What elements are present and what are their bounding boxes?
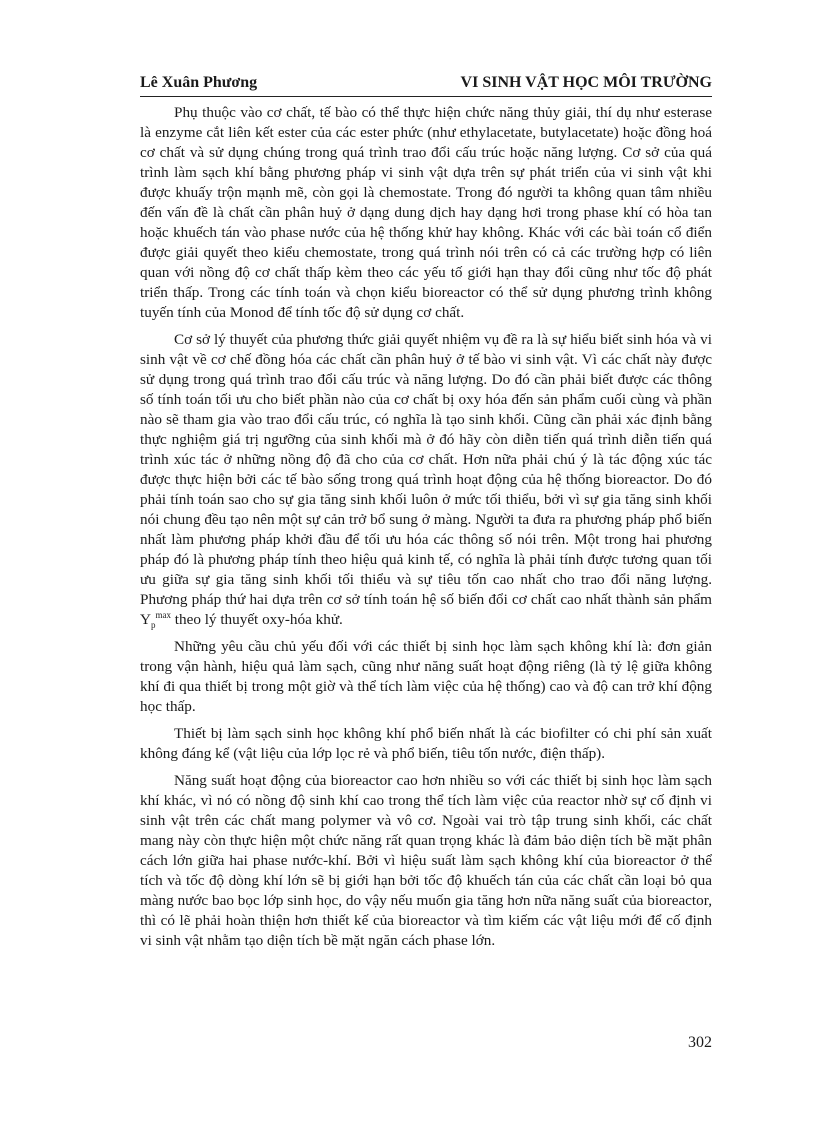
header-author: Lê Xuân Phương (140, 74, 258, 91)
paragraph-2-text: Cơ sở lý thuyết của phương thức giải quyết nhiệm vụ đề ra là sự hiểu biết sinh hóa và vi sinh vật về cơ chế đồng hóa các chất cần phân huỷ ở tế bào vi sinh vật. Vì các chất này được sử dụng trong quá trình trao đổi cấu trúc và năng lượng. Do đó cần phải biết được các thông số tính toán tối ưu cho biết phần nào của cơ chất bị oxy hóa đến sản phẩm cuối cùng và phần nào sẽ tham gia vào trao đổi cấu trúc, có nghĩa là tạo sinh khối. Cũng cần phải xác định bằng thực nghiệm giá trị ngưỡng của sinh khối mà ở đó hãy còn diễn tiến quá trình diễn tiến quá trình xúc tác ở những nồng độ đã cho của cơ chất. Hơn nữa phải chú ý là tác động xúc tác được thực hiện bởi các tế bào sống trong quá trình hoạt động của hệ thống bioreactor. Do đó phải tính toán sao cho sự gia tăng sinh khối luôn ở mức tối thiểu, bởi vì sự gia tăng sinh khối nói chung đều tạo nên một sự cản trở bổ sung ở màng. Người ta đưa ra phương pháp phổ biến nhất làm phương pháp khởi đầu để tối ưu hóa các thông số nói trên. Một trong hai phương pháp đó là phương pháp tính theo hiệu quả kinh tế, có nghĩa là phải tính được tương quan tối ưu giữa sự gia tăng sinh khối tối thiểu và sự tiêu tốn cao nhất cho trao đổi năng lượng. Phương pháp thứ hai dựa trên cơ sở tính toán hệ số biến đổi cơ chất cao nhất thành sản phẩm Y (140, 331, 712, 628)
document-page (140, 74, 712, 1051)
paragraph-2-tail: theo lý thuyết oxy-hóa khử. (170, 611, 343, 628)
paragraph-5: Năng suất hoạt động của bioreactor cao hơn nhiều so với các thiết bị sinh học làm sạch khí khác, vì nó có nồng độ sinh khí cao trong thể tích làm việc của reactor nhờ sự cố định vi sinh vật trên các chất mang polymer và vô cơ. Ngoài vai trò tập trung sinh khối, các chất mang này còn thực hiện một chức năng rất quan trọng khác là đảm bảo diện tích bề mặt phân cách lớn giữa hai phase nước-khí. Bởi vì hiệu suất làm sạch không khí của bioreactor ở thể tích và tốc độ dòng khí lớn sẽ bị giới hạn bởi tốc độ khuếch tán của các chất cần loại bỏ qua màng nước bao bọc lớp sinh học, do vậy nếu muốn gia tăng hơn nữa năng suất của bioreactor, thì có lẽ phải hoàn thiện hơn thiết kế của bioreactor và tìm kiếm các vật liệu mới để cố định vi sinh vật nhằm tạo diện tích bề mặt ngăn cách phase lớn. (140, 772, 712, 949)
yield-superscript: max (155, 609, 171, 620)
document-body (140, 103, 712, 951)
paragraph-2 (140, 330, 712, 630)
paragraph-4: Thiết bị làm sạch sinh học không khí phổ biến nhất là các biofilter có chi phí sản xuất không đáng kể (vật liệu của lớp lọc rẻ và phổ biến, tiêu tốn nước, điện thấp). (140, 725, 712, 762)
header-book-title: VI SINH VẬT HỌC MÔI TRƯỜNG (460, 74, 712, 91)
running-header (140, 74, 712, 97)
yield-subscript: p (150, 620, 156, 631)
paragraph-3: Những yêu cầu chủ yếu đối với các thiết bị sinh học làm sạch không khí là: đơn giản trong vận hành, hiệu quả làm sạch, cũng như năng suất hoạt động riêng (là tỷ lệ giữa không khí đi qua thiết bị trong một giờ và thể tích làm việc của hệ thống) cao và độ can trở khí động học thấp. (140, 638, 712, 715)
paragraph-1: Phụ thuộc vào cơ chất, tế bào có thể thực hiện chức năng thủy giải, thí dụ như esterase là enzyme cắt liên kết ester của các ester phức (như ethylacetate, butylacetate) hoặc đồng hoá cơ chất và sử dụng chúng trong quá trình trao đổi cấu trúc hoặc năng lượng. Cơ sở của quá trình làm sạch khí bằng phương pháp vi sinh vật dựa trên sự phát triển của vi sinh vật khi được khuấy trộn mạnh mẽ, còn gọi là chemostate. Trong đó người ta không quan tâm nhiều đến vấn đề là chất cần phân huỷ ở dạng dung dịch hay dạng hơi trong phase khí có hòa tan hoặc khuếch tán vào phase nước của hệ thống khử hay không. Khác với các bài toán cổ điển được giải quyết theo kiểu chemostate, trong quá trình nói trên có cả các trường hợp có liên quan với nồng độ cơ chất thấp kèm theo các yếu tố giới hạn thay đổi cũng như tốc độ phát triển thấp. Trong các tính toán và chọn kiểu bioreactor có thể sử dụng phương trình không tuyến tính của Monod để tính tốc độ sử dụng cơ chất. (140, 104, 712, 321)
page-number: 302 (688, 1034, 712, 1051)
